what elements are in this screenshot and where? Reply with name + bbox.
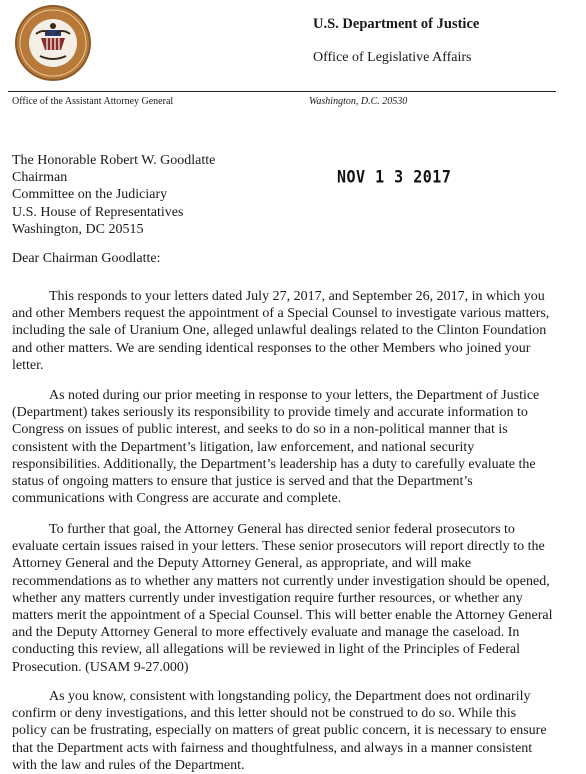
body-paragraph	[12, 521, 572, 676]
paragraph-line: confirm or deny investigations, and this letter should not be construed to do so. While this	[12, 706, 517, 722]
paragraph-line: recommendations as to whether any matters not currently under investigation should be opened,	[12, 573, 550, 589]
body-paragraph	[12, 288, 572, 374]
paragraph-line: Attorney General and the Deputy Attorney General, as appropriate, and will make	[12, 556, 472, 572]
paragraph-line: As you know, consistent with longstanding policy, the Department does not ordinarily	[49, 689, 531, 704]
address-line: The Honorable Robert W. Goodlatte	[12, 153, 216, 168]
paragraph-line: and the Deputy Attorney General to more effectively evaluate and manage the caseload. In	[12, 625, 520, 641]
salutation: Dear Chairman Goodlatte:	[12, 251, 161, 266]
paragraph-line: (Department) takes seriously its responsibility to provide timely and accurate information to	[12, 405, 528, 421]
paragraph-line: consistent with the Department’s litigation, law enforcement, and national security	[12, 439, 475, 455]
address-line: U.S. House of Representatives	[12, 204, 184, 220]
date-stamp: NOV 1 3 2017	[337, 166, 452, 188]
body-paragraph	[12, 387, 572, 507]
paragraph-line: that the Department acts with fairness and thoughtfulness, and always in a manner consistent	[12, 740, 533, 756]
paragraph-line: conducting this review, all allegations will be reviewed in light of the Principles of Federal	[12, 642, 521, 658]
body-paragraph	[12, 688, 572, 774]
sub-office-name: Office of the Assistant Attorney General	[12, 96, 174, 107]
paragraph-line: with the law and rules of the Department.	[12, 757, 245, 773]
office-name: Office of Legislative Affairs	[313, 50, 472, 65]
paragraph-line: Prosecution. (USAM 9-27.000)	[12, 659, 189, 675]
paragraph-line: whether any matters currently under investigation require further resources, or whether any	[12, 590, 523, 606]
paragraph-line: and other matters. We are sending identical responses to the other Members who joined your	[12, 340, 531, 356]
address-line: Chairman	[12, 170, 68, 186]
address-line: Committee on the Judiciary	[12, 187, 168, 203]
department-name: U.S. Department of Justice	[313, 16, 480, 32]
paragraph-line: responsibilities. Additionally, the Department’s leadership has a duty to carefully evaluate the	[12, 456, 536, 472]
paragraph-line: letter.	[12, 357, 44, 373]
paragraph-line: As noted during our prior meeting in response to your letters, the Department of Justice	[49, 388, 540, 403]
paragraph-line: evaluate certain issues raised in your letters. These senior prosecutors will report directly to the	[12, 539, 545, 555]
paragraph-line: To further that goal, the Attorney General has directed senior federal prosecutors to	[49, 522, 515, 537]
recipient-address	[12, 152, 215, 238]
doj-seal	[14, 4, 92, 82]
paragraph-line: This responds to your letters dated July 27, 2017, and September 26, 2017, in which you	[49, 289, 545, 304]
paragraph-line: including the sale of Uranium One, alleged unlawful dealings related to the Clinton Foundation	[12, 323, 547, 339]
paragraph-line: and other Members request the appointment of a Special Counsel to investigate various matters,	[12, 306, 550, 322]
paragraph-line: policy can be frustrating, especially on matters of great public concern, it is necessary to ensure	[12, 723, 547, 739]
address-line: Washington, DC 20515	[12, 221, 144, 237]
paragraph-line: status of ongoing matters to ensure that justice is served and that the Department’s	[12, 474, 473, 490]
paragraph-line: matters merit the appointment of a Special Counsel. This will better enable the Attorney General	[12, 608, 553, 624]
paragraph-line: Congress on issues of public interest, and seeks to do so in a non-political manner that is	[12, 422, 508, 438]
header-divider	[8, 91, 556, 92]
location-line: Washington, D.C. 20530	[309, 96, 408, 107]
paragraph-line: communications with Congress are accurate and complete.	[12, 491, 342, 507]
